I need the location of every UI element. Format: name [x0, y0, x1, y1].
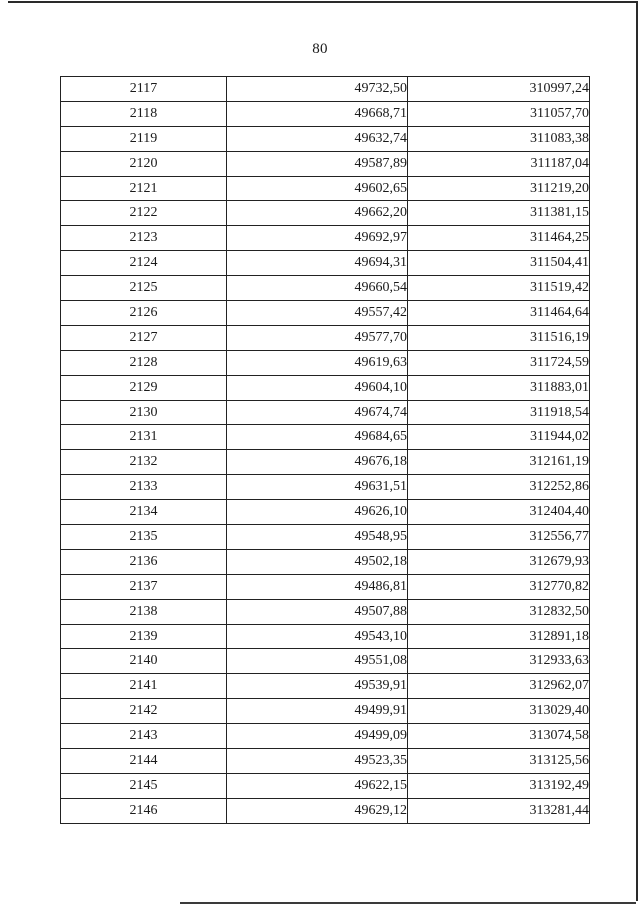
table-row	[61, 301, 590, 326]
x-coordinate-cell: 49662,20	[227, 201, 408, 226]
point-number-cell: 2134	[61, 500, 227, 525]
x-coordinate-cell: 49499,09	[227, 724, 408, 749]
x-coordinate-cell: 49684,65	[227, 425, 408, 450]
point-number-cell: 2121	[61, 176, 227, 201]
y-coordinate-cell: 312933,63	[408, 649, 590, 674]
table-row	[61, 549, 590, 574]
y-coordinate-cell: 312556,77	[408, 525, 590, 550]
y-coordinate-cell: 311918,54	[408, 400, 590, 425]
x-coordinate-cell: 49502,18	[227, 549, 408, 574]
table-row	[61, 624, 590, 649]
y-coordinate-cell: 311381,15	[408, 201, 590, 226]
point-number-cell: 2118	[61, 101, 227, 126]
point-number-cell: 2135	[61, 525, 227, 550]
table-row	[61, 525, 590, 550]
table-row	[61, 77, 590, 102]
y-coordinate-cell: 312962,07	[408, 674, 590, 699]
point-number-cell: 2122	[61, 201, 227, 226]
y-coordinate-cell: 313029,40	[408, 699, 590, 724]
x-coordinate-cell: 49507,88	[227, 599, 408, 624]
table-row	[61, 574, 590, 599]
point-number-cell: 2124	[61, 251, 227, 276]
y-coordinate-cell: 311724,59	[408, 350, 590, 375]
y-coordinate-cell: 312770,82	[408, 574, 590, 599]
coordinates-table	[60, 76, 590, 824]
x-coordinate-cell: 49577,70	[227, 325, 408, 350]
table-row	[61, 425, 590, 450]
y-coordinate-cell: 311883,01	[408, 375, 590, 400]
point-number-cell: 2127	[61, 325, 227, 350]
point-number-cell: 2130	[61, 400, 227, 425]
table-row	[61, 699, 590, 724]
point-number-cell: 2136	[61, 549, 227, 574]
point-number-cell: 2139	[61, 624, 227, 649]
table-row	[61, 749, 590, 774]
point-number-cell: 2119	[61, 126, 227, 151]
y-coordinate-cell: 313125,56	[408, 749, 590, 774]
table-row	[61, 151, 590, 176]
y-coordinate-cell: 313281,44	[408, 798, 590, 823]
x-coordinate-cell: 49557,42	[227, 301, 408, 326]
table-row	[61, 201, 590, 226]
table-row	[61, 251, 590, 276]
y-coordinate-cell: 311516,19	[408, 325, 590, 350]
y-coordinate-cell: 311464,64	[408, 301, 590, 326]
x-coordinate-cell: 49632,74	[227, 126, 408, 151]
y-coordinate-cell: 312679,93	[408, 549, 590, 574]
x-coordinate-cell: 49486,81	[227, 574, 408, 599]
page-number: 80	[312, 41, 328, 57]
x-coordinate-cell: 49602,65	[227, 176, 408, 201]
table-row	[61, 773, 590, 798]
point-number-cell: 2144	[61, 749, 227, 774]
point-number-cell: 2123	[61, 226, 227, 251]
x-coordinate-cell: 49626,10	[227, 500, 408, 525]
table-row	[61, 375, 590, 400]
x-coordinate-cell: 49587,89	[227, 151, 408, 176]
point-number-cell: 2143	[61, 724, 227, 749]
x-coordinate-cell: 49692,97	[227, 226, 408, 251]
table-row	[61, 599, 590, 624]
y-coordinate-cell: 312404,40	[408, 500, 590, 525]
table-row	[61, 126, 590, 151]
x-coordinate-cell: 49551,08	[227, 649, 408, 674]
y-coordinate-cell: 311083,38	[408, 126, 590, 151]
point-number-cell: 2141	[61, 674, 227, 699]
y-coordinate-cell: 313074,58	[408, 724, 590, 749]
x-coordinate-cell: 49694,31	[227, 251, 408, 276]
scan-border-right	[636, 1, 638, 901]
table-row	[61, 500, 590, 525]
table-row	[61, 724, 590, 749]
point-number-cell: 2145	[61, 773, 227, 798]
scan-border-top	[8, 1, 636, 3]
table-row	[61, 798, 590, 823]
x-coordinate-cell: 49539,91	[227, 674, 408, 699]
point-number-cell: 2128	[61, 350, 227, 375]
point-number-cell: 2125	[61, 276, 227, 301]
table-row	[61, 350, 590, 375]
y-coordinate-cell: 311464,25	[408, 226, 590, 251]
point-number-cell: 2140	[61, 649, 227, 674]
x-coordinate-cell: 49622,15	[227, 773, 408, 798]
scan-border-bottom	[180, 902, 636, 904]
y-coordinate-cell: 311519,42	[408, 276, 590, 301]
y-coordinate-cell: 312891,18	[408, 624, 590, 649]
table-row	[61, 400, 590, 425]
point-number-cell: 2117	[61, 77, 227, 102]
x-coordinate-cell: 49631,51	[227, 475, 408, 500]
point-number-cell: 2142	[61, 699, 227, 724]
y-coordinate-cell: 311187,04	[408, 151, 590, 176]
table-row	[61, 226, 590, 251]
x-coordinate-cell: 49543,10	[227, 624, 408, 649]
y-coordinate-cell: 310997,24	[408, 77, 590, 102]
x-coordinate-cell: 49674,74	[227, 400, 408, 425]
y-coordinate-cell: 312161,19	[408, 450, 590, 475]
x-coordinate-cell: 49523,35	[227, 749, 408, 774]
y-coordinate-cell: 311944,02	[408, 425, 590, 450]
table-row	[61, 101, 590, 126]
y-coordinate-cell: 311057,70	[408, 101, 590, 126]
table-row	[61, 276, 590, 301]
table-row	[61, 325, 590, 350]
table-row	[61, 450, 590, 475]
x-coordinate-cell: 49604,10	[227, 375, 408, 400]
y-coordinate-cell: 312832,50	[408, 599, 590, 624]
point-number-cell: 2133	[61, 475, 227, 500]
point-number-cell: 2138	[61, 599, 227, 624]
point-number-cell: 2129	[61, 375, 227, 400]
x-coordinate-cell: 49732,50	[227, 77, 408, 102]
table-row	[61, 649, 590, 674]
x-coordinate-cell: 49668,71	[227, 101, 408, 126]
x-coordinate-cell: 49548,95	[227, 525, 408, 550]
x-coordinate-cell: 49499,91	[227, 699, 408, 724]
table-row	[61, 176, 590, 201]
x-coordinate-cell: 49676,18	[227, 450, 408, 475]
point-number-cell: 2146	[61, 798, 227, 823]
y-coordinate-cell: 311504,41	[408, 251, 590, 276]
y-coordinate-cell: 312252,86	[408, 475, 590, 500]
y-coordinate-cell: 313192,49	[408, 773, 590, 798]
point-number-cell: 2132	[61, 450, 227, 475]
x-coordinate-cell: 49660,54	[227, 276, 408, 301]
table-row	[61, 475, 590, 500]
point-number-cell: 2131	[61, 425, 227, 450]
x-coordinate-cell: 49629,12	[227, 798, 408, 823]
x-coordinate-cell: 49619,63	[227, 350, 408, 375]
point-number-cell: 2126	[61, 301, 227, 326]
y-coordinate-cell: 311219,20	[408, 176, 590, 201]
point-number-cell: 2120	[61, 151, 227, 176]
table-row	[61, 674, 590, 699]
table-body	[61, 77, 590, 824]
point-number-cell: 2137	[61, 574, 227, 599]
